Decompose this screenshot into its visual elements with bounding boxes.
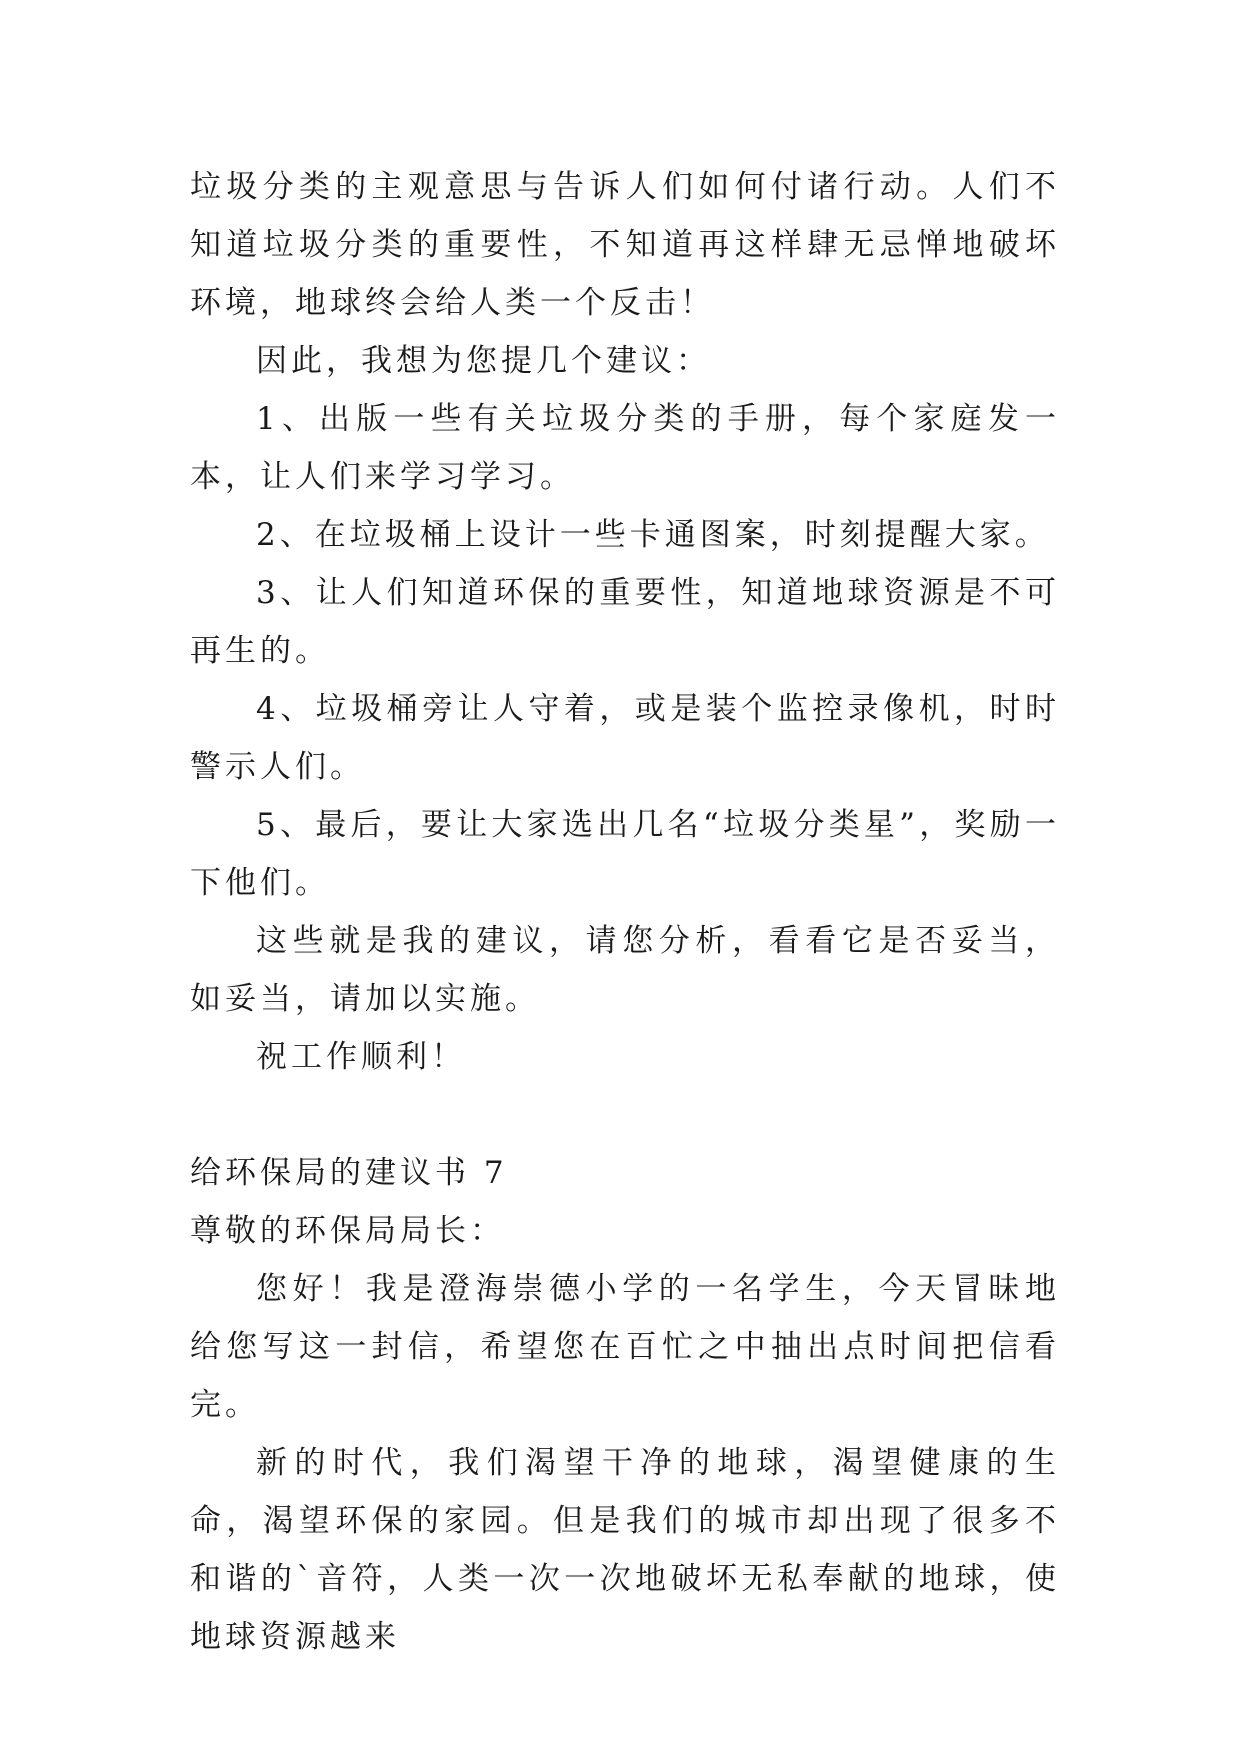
suggestion-item-2: 2、在垃圾桶上设计一些卡通图案，时刻提醒大家。 xyxy=(256,517,1050,553)
section-title: 给环保局的建议书 7 xyxy=(190,1155,508,1191)
letter-paragraph-1: 您好！我是澄海崇德小学的一名学生，今天冒昧地给您写这一封信，希望您在百忙之中抽出点时间把信看完。 xyxy=(190,1271,1060,1423)
suggestion-item-1: 1、出版一些有关垃圾分类的手册，每个家庭发一本，让人们来学习学习。 xyxy=(190,401,1060,495)
closing-paragraph: 这些就是我的建议，请您分析，看看它是否妥当，如妥当，请加以实施。 xyxy=(190,923,1060,1017)
suggestion-item-4: 4、垃圾桶旁让人守着，或是装个监控录像机，时时警示人们。 xyxy=(190,691,1060,785)
suggestion-intro: 因此，我想为您提几个建议： xyxy=(256,343,711,379)
letter-paragraph-2: 新的时代，我们渴望干净的地球，渴望健康的生命，渴望环保的家园。但是我们的城市却出现了很多不和谐的`音符，人类一次一次地破坏无私奉献的地球，使地球资源越来 xyxy=(190,1445,1060,1655)
suggestion-item-5: 5、最后，要让大家选出几名“垃圾分类星”，奖励一下他们。 xyxy=(190,807,1060,901)
letter-salutation: 尊敬的环保局局长： xyxy=(190,1213,505,1249)
section-spacer xyxy=(190,1086,1060,1144)
wish-line: 祝工作顺利！ xyxy=(256,1039,466,1075)
document-body xyxy=(190,158,1060,1666)
continuation-paragraph: 垃圾分类的主观意思与告诉人们如何付诸行动。人们不知道垃圾分类的重要性，不知道再这样肆无忌惮地破坏环境，地球终会给人类一个反击！ xyxy=(190,169,1060,321)
suggestion-item-3: 3、让人们知道环保的重要性，知道地球资源是不可再生的。 xyxy=(190,575,1060,669)
